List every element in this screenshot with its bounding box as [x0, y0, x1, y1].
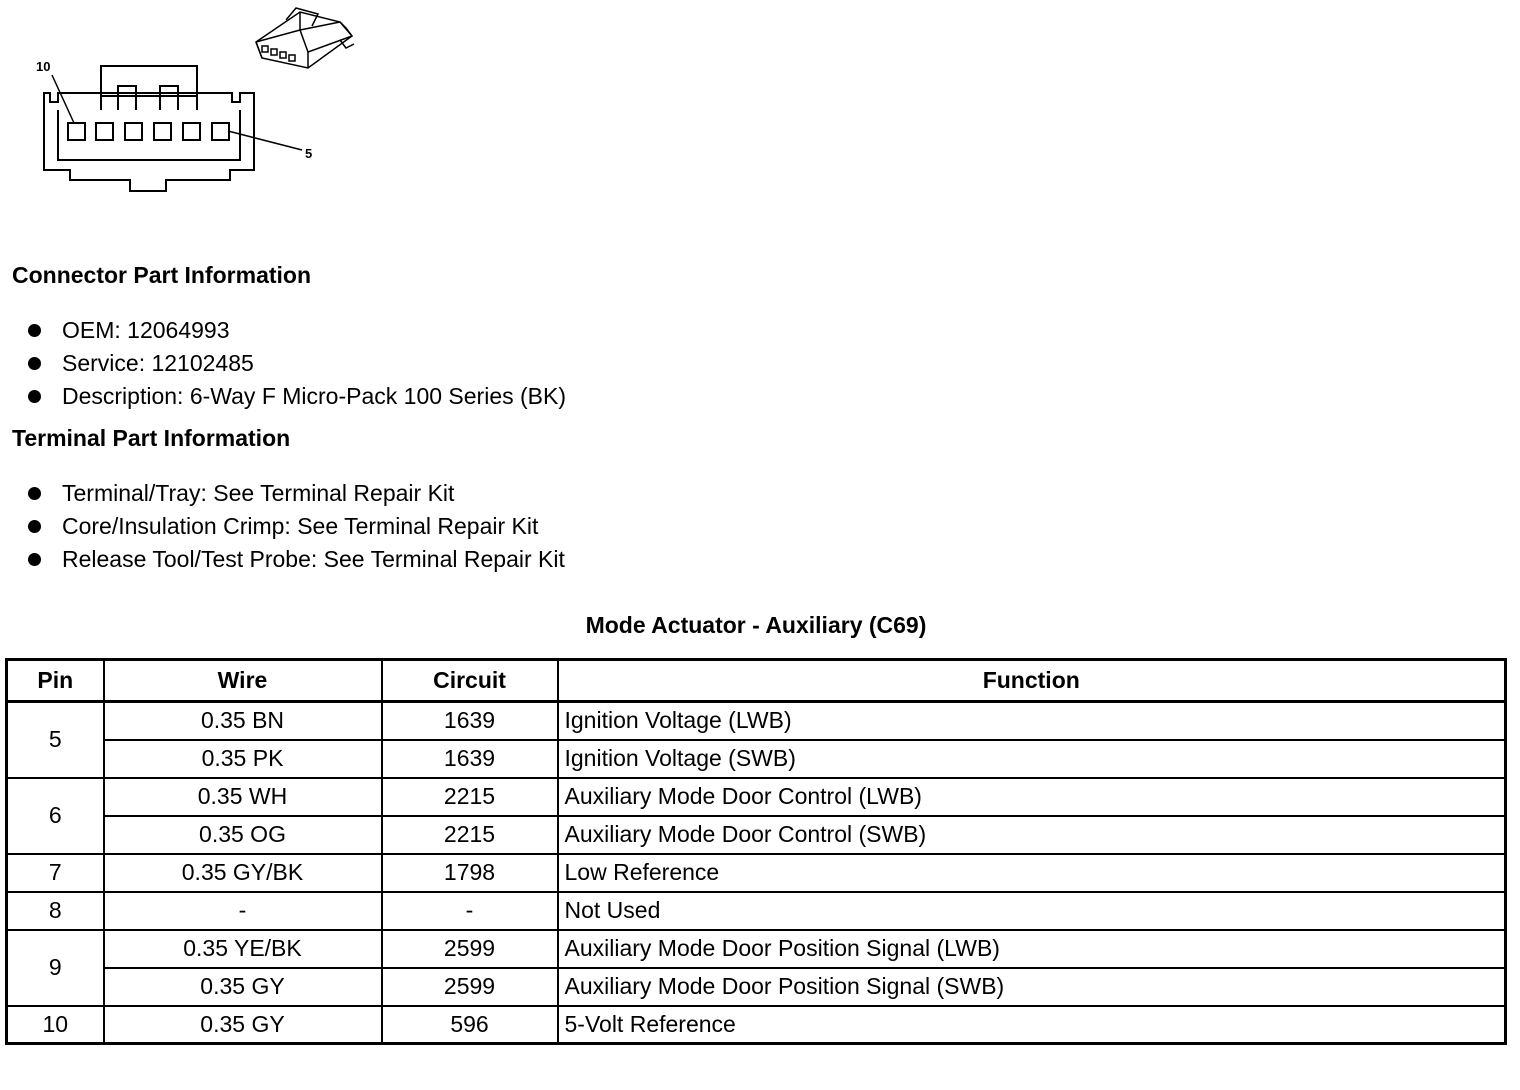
circuit-cell: 2599 [382, 930, 558, 968]
function-cell: Not Used [558, 892, 1506, 930]
col-header-circuit: Circuit [382, 660, 558, 702]
col-header-function: Function [558, 660, 1506, 702]
wire-cell: 0.35 GY [104, 1006, 382, 1044]
table-row [7, 892, 1506, 930]
table-row [7, 816, 1506, 854]
wire-cell: 0.35 PK [104, 740, 382, 778]
function-cell: Auxiliary Mode Door Position Signal (LWB) [558, 930, 1506, 968]
list-item-text: OEM: 12064993 [62, 317, 230, 343]
pin-cell: 10 [7, 1006, 104, 1044]
table-row [7, 740, 1506, 778]
table-row [7, 778, 1506, 816]
table-header-row [7, 660, 1506, 702]
list-item-text: Core/Insulation Crimp: See Terminal Repair Kit [62, 513, 539, 539]
function-cell: 5-Volt Reference [558, 1006, 1506, 1044]
table-row [7, 968, 1506, 1006]
function-cell: Auxiliary Mode Door Position Signal (SWB) [558, 968, 1506, 1006]
wire-cell: 0.35 OG [104, 816, 382, 854]
circuit-cell: 596 [382, 1006, 558, 1044]
function-cell: Low Reference [558, 854, 1506, 892]
list-item [28, 543, 565, 576]
table-row [7, 930, 1506, 968]
table-row [7, 854, 1506, 892]
connector-diagram [0, 0, 380, 210]
table-row [7, 702, 1506, 740]
list-item-text: Release Tool/Test Probe: See Terminal Repair Kit [62, 546, 565, 572]
wire-cell: 0.35 WH [104, 778, 382, 816]
connector-iso-icon [256, 8, 354, 68]
table-row [7, 1006, 1506, 1044]
list-item [28, 347, 566, 380]
table-title: Mode Actuator - Auxiliary (C69) [585, 612, 927, 638]
terminal-info-heading: Terminal Part Information [12, 425, 291, 451]
pinout-table [5, 658, 1507, 1045]
bullet-icon [28, 324, 41, 337]
circuit-cell: 2215 [382, 778, 558, 816]
pin-cell: 5 [7, 702, 104, 778]
list-item [28, 380, 566, 413]
circuit-cell: - [382, 892, 558, 930]
pin-label-5: 5 [305, 146, 313, 161]
pin-cell: 6 [7, 778, 104, 854]
bullet-icon [28, 553, 41, 566]
function-cell: Auxiliary Mode Door Control (LWB) [558, 778, 1506, 816]
list-item-text: Service: 12102485 [62, 350, 254, 376]
bullet-icon [28, 520, 41, 533]
circuit-cell: 2599 [382, 968, 558, 1006]
function-cell: Ignition Voltage (LWB) [558, 702, 1506, 740]
pin-cell: 9 [7, 930, 104, 1006]
col-header-wire: Wire [104, 660, 382, 702]
terminal-info-list [28, 477, 565, 576]
list-item-text: Terminal/Tray: See Terminal Repair Kit [62, 480, 455, 506]
bullet-icon [28, 390, 41, 403]
bullet-icon [28, 487, 41, 500]
circuit-cell: 2215 [382, 816, 558, 854]
circuit-cell: 1798 [382, 854, 558, 892]
function-cell: Auxiliary Mode Door Control (SWB) [558, 816, 1506, 854]
circuit-cell: 1639 [382, 702, 558, 740]
circuit-cell: 1639 [382, 740, 558, 778]
connector-info-heading: Connector Part Information [12, 262, 312, 288]
function-cell: Ignition Voltage (SWB) [558, 740, 1506, 778]
wire-cell: 0.35 GY/BK [104, 854, 382, 892]
pin-cell: 7 [7, 854, 104, 892]
list-item [28, 510, 565, 543]
bullet-icon [28, 357, 41, 370]
col-header-pin: Pin [7, 660, 104, 702]
connector-info-list [28, 314, 566, 413]
list-item [28, 477, 565, 510]
wire-cell: 0.35 YE/BK [104, 930, 382, 968]
wire-cell: 0.35 GY [104, 968, 382, 1006]
pin-cell: 8 [7, 892, 104, 930]
wire-cell: - [104, 892, 382, 930]
wire-cell: 0.35 BN [104, 702, 382, 740]
list-item-text: Description: 6-Way F Micro-Pack 100 Series (BK) [62, 383, 567, 409]
list-item [28, 314, 566, 347]
pin-label-10: 10 [36, 59, 51, 74]
